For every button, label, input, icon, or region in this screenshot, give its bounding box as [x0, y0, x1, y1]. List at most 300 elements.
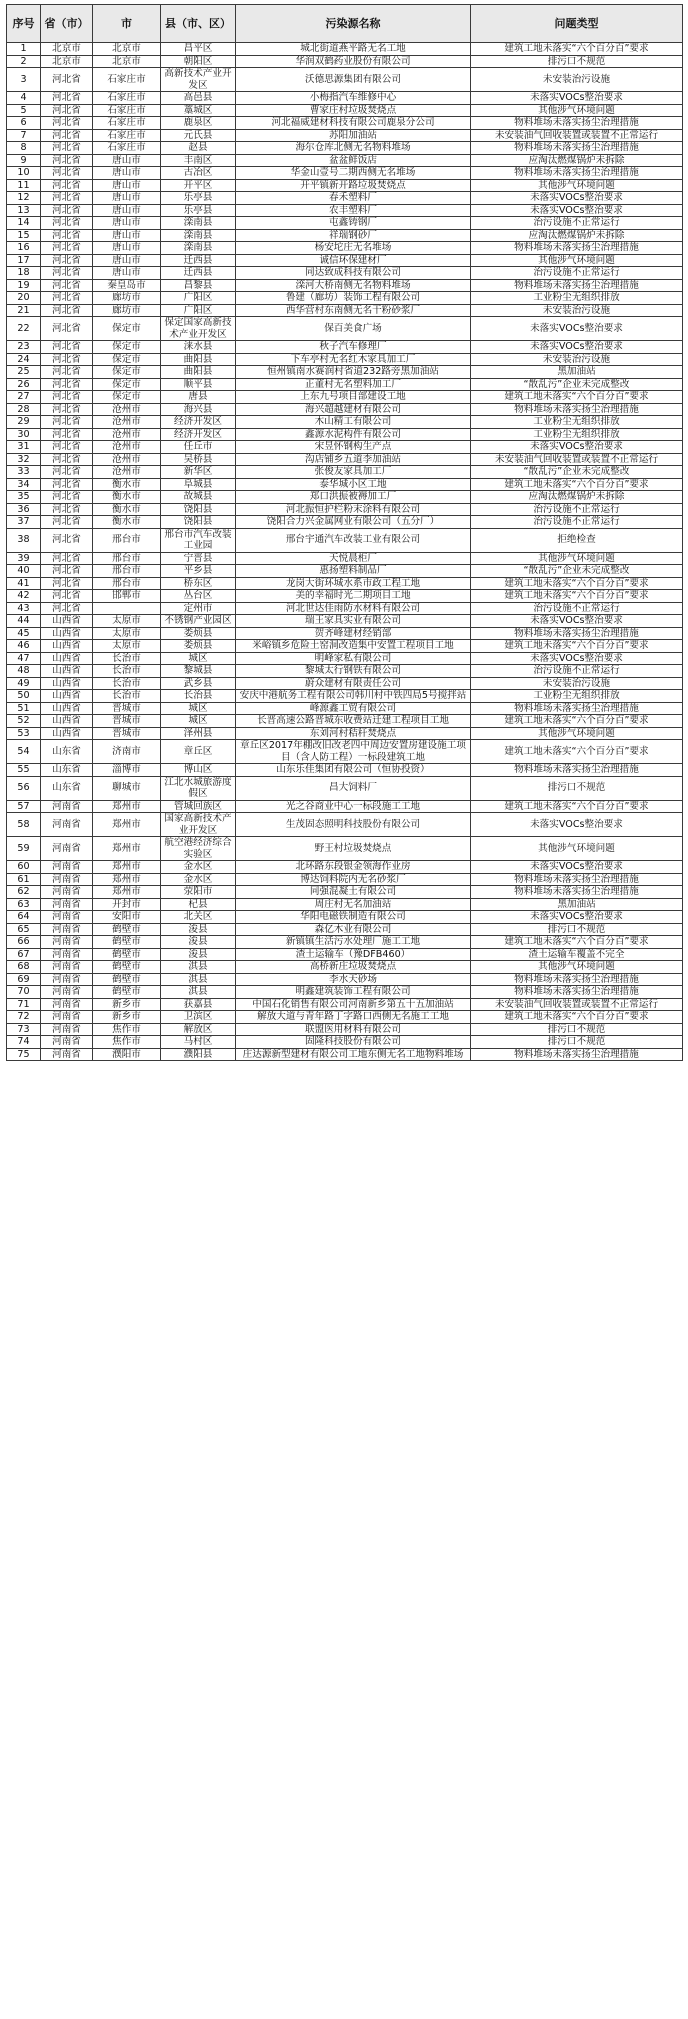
cell-source-name: 同强混凝土有限公司: [236, 886, 471, 899]
table-row: [7, 142, 683, 155]
table-row: [7, 242, 683, 255]
cell-county: 浚县: [161, 936, 236, 949]
table-row: [7, 973, 683, 986]
cell-city: 保定市: [93, 366, 161, 379]
cell-county: 涞水县: [161, 341, 236, 354]
cell-province: 河北省: [41, 204, 93, 217]
cell-province: 河北省: [41, 353, 93, 366]
cell-index: 14: [7, 217, 41, 230]
cell-province: 河北省: [41, 142, 93, 155]
cell-index: 16: [7, 242, 41, 255]
cell-city: 长治市: [93, 665, 161, 678]
table-row: [7, 727, 683, 740]
cell-index: 70: [7, 986, 41, 999]
table-row: [7, 948, 683, 961]
cell-county: 解放区: [161, 1023, 236, 1036]
cell-problem-type: 未落实VOCs整治要求: [471, 92, 683, 105]
table-row: [7, 391, 683, 404]
table-row: [7, 552, 683, 565]
table-row: [7, 800, 683, 813]
cell-county: 娄烦县: [161, 627, 236, 640]
cell-city: 鹤壁市: [93, 973, 161, 986]
cell-city: 唐山市: [93, 254, 161, 267]
cell-county: 新华区: [161, 466, 236, 479]
cell-problem-type: 未安装油气回收装置或装置不正常运行: [471, 998, 683, 1011]
cell-problem-type: 未落实VOCs整治要求: [471, 652, 683, 665]
table-row: [7, 491, 683, 504]
cell-index: 54: [7, 740, 41, 764]
cell-province: 河北省: [41, 292, 93, 305]
table-row: [7, 204, 683, 217]
cell-source-name: 祥瑞钢砂厂: [236, 229, 471, 242]
cell-county: 迁西县: [161, 254, 236, 267]
cell-county: 饶阳县: [161, 516, 236, 529]
table-row: [7, 192, 683, 205]
cell-problem-type: 建筑工地未落实“六个百分百”要求: [471, 1011, 683, 1024]
cell-province: 河北省: [41, 590, 93, 603]
cell-county: 广阳区: [161, 304, 236, 317]
cell-source-name: 光之谷商业中心一标段施工工地: [236, 800, 471, 813]
cell-index: 21: [7, 304, 41, 317]
cell-index: 50: [7, 690, 41, 703]
cell-county: 不锈钢产业园区: [161, 615, 236, 628]
cell-source-name: 杨安坨庄无名堆场: [236, 242, 471, 255]
cell-source-name: 木山精工有限公司: [236, 416, 471, 429]
cell-county: 故城县: [161, 491, 236, 504]
cell-index: 2: [7, 55, 41, 68]
cell-city: 沧州市: [93, 416, 161, 429]
table-row: [7, 254, 683, 267]
cell-problem-type: 未落实VOCs整治要求: [471, 441, 683, 454]
cell-index: 51: [7, 702, 41, 715]
cell-province: 河北省: [41, 577, 93, 590]
cell-problem-type: 排污口不规范: [471, 55, 683, 68]
cell-index: 19: [7, 279, 41, 292]
cell-province: 河北省: [41, 117, 93, 130]
table-row: [7, 55, 683, 68]
table-row: [7, 590, 683, 603]
cell-province: 河南省: [41, 1036, 93, 1049]
cell-county: 朝阳区: [161, 55, 236, 68]
cell-problem-type: “散乱污”企业未完成整改: [471, 565, 683, 578]
cell-county: 丛台区: [161, 590, 236, 603]
cell-province: 河北省: [41, 229, 93, 242]
table-row: [7, 43, 683, 56]
cell-county: 泽州县: [161, 727, 236, 740]
cell-county: 浚县: [161, 948, 236, 961]
cell-source-name: 昌大饲料厂: [236, 776, 471, 800]
cell-problem-type: 物料堆场未落实扬尘治理措施: [471, 702, 683, 715]
cell-city: 新乡市: [93, 998, 161, 1011]
table-row: [7, 602, 683, 615]
cell-problem-type: 工业粉尘无组织排放: [471, 690, 683, 703]
cell-city: 晋城市: [93, 715, 161, 728]
cell-problem-type: 物料堆场未落实扬尘治理措施: [471, 986, 683, 999]
cell-problem-type: 未落实VOCs整治要求: [471, 341, 683, 354]
cell-county: 高邑县: [161, 92, 236, 105]
cell-problem-type: 排污口不规范: [471, 1036, 683, 1049]
cell-city: 太原市: [93, 640, 161, 653]
cell-source-name: 饶阳合力兴金属网业有限公司（五分厂）: [236, 516, 471, 529]
cell-province: 山西省: [41, 690, 93, 703]
cell-source-name: 城北街道燕平路无名工地: [236, 43, 471, 56]
cell-source-name: 黎城太行钢铁有限公司: [236, 665, 471, 678]
table-row: [7, 179, 683, 192]
cell-city: 沧州市: [93, 428, 161, 441]
cell-index: 24: [7, 353, 41, 366]
cell-city: 鹤壁市: [93, 936, 161, 949]
cell-source-name: 联盟医用材料有限公司: [236, 1023, 471, 1036]
cell-problem-type: 物料堆场未落实扬尘治理措施: [471, 627, 683, 640]
cell-province: 河北省: [41, 217, 93, 230]
cell-county: 吴桥县: [161, 453, 236, 466]
table-row: [7, 776, 683, 800]
cell-province: 河北省: [41, 528, 93, 552]
cell-source-name: 庄达源新型建材有限公司工地东侧无名工地物料堆场: [236, 1048, 471, 1061]
cell-source-name: 龙岗大街环城水系市政工程工地: [236, 577, 471, 590]
col-header-province: 省（市）: [41, 5, 93, 43]
cell-index: 28: [7, 403, 41, 416]
cell-city: 保定市: [93, 378, 161, 391]
table-row: [7, 503, 683, 516]
cell-province: 山西省: [41, 677, 93, 690]
cell-index: 56: [7, 776, 41, 800]
cell-source-name: 博达饲料院内无名砂浆厂: [236, 873, 471, 886]
table-row: [7, 292, 683, 305]
table-row: [7, 217, 683, 230]
cell-province: 山西省: [41, 727, 93, 740]
table-row: [7, 565, 683, 578]
cell-index: 41: [7, 577, 41, 590]
table-row: [7, 652, 683, 665]
cell-problem-type: 工业粉尘无组织排放: [471, 416, 683, 429]
cell-index: 53: [7, 727, 41, 740]
cell-problem-type: 物料堆场未落实扬尘治理措施: [471, 873, 683, 886]
cell-index: 25: [7, 366, 41, 379]
cell-source-name: 河北世达佳雨防水材料有限公司: [236, 602, 471, 615]
cell-province: 河北省: [41, 279, 93, 292]
cell-source-name: 诚信环保建材厂: [236, 254, 471, 267]
cell-province: 河北省: [41, 68, 93, 92]
cell-province: 河南省: [41, 813, 93, 837]
cell-city: 长治市: [93, 690, 161, 703]
cell-index: 7: [7, 129, 41, 142]
cell-county: 武乡县: [161, 677, 236, 690]
table-row: [7, 478, 683, 491]
cell-index: 64: [7, 911, 41, 924]
cell-province: 河南省: [41, 886, 93, 899]
table-row: [7, 154, 683, 167]
cell-index: 11: [7, 179, 41, 192]
cell-problem-type: 未安装油气回收装置或装置不正常运行: [471, 129, 683, 142]
cell-source-name: 安庆中港航务工程有限公司韩川村中铁四局5号搅拌站: [236, 690, 471, 703]
col-header-county: 县（市、区）: [161, 5, 236, 43]
cell-problem-type: 物料堆场未落实扬尘治理措施: [471, 764, 683, 777]
cell-city: 廊坊市: [93, 292, 161, 305]
cell-county: 元氏县: [161, 129, 236, 142]
table-row: [7, 267, 683, 280]
cell-province: 河北省: [41, 254, 93, 267]
cell-province: 山西省: [41, 665, 93, 678]
cell-index: 55: [7, 764, 41, 777]
cell-index: 38: [7, 528, 41, 552]
cell-city: 长治市: [93, 677, 161, 690]
cell-problem-type: 治污设施不正常运行: [471, 665, 683, 678]
cell-source-name: 邢台宇通汽车改装工业有限公司: [236, 528, 471, 552]
cell-source-name: 贺齐峰建材经销部: [236, 627, 471, 640]
cell-county: 马村区: [161, 1036, 236, 1049]
cell-county: 昌黎县: [161, 279, 236, 292]
cell-problem-type: 治污设施不正常运行: [471, 602, 683, 615]
cell-problem-type: “散乱污”企业未完成整改: [471, 466, 683, 479]
cell-problem-type: 其他涉气环境问题: [471, 552, 683, 565]
table-row: [7, 441, 683, 454]
table-row: [7, 627, 683, 640]
cell-province: 山西省: [41, 627, 93, 640]
cell-county: 丰南区: [161, 154, 236, 167]
cell-source-name: 固隆科技股份有限公司: [236, 1036, 471, 1049]
cell-problem-type: 未落实VOCs整治要求: [471, 911, 683, 924]
table-row: [7, 577, 683, 590]
cell-county: 鹿泉区: [161, 117, 236, 130]
cell-problem-type: 拒绝检查: [471, 528, 683, 552]
cell-index: 15: [7, 229, 41, 242]
cell-province: 河北省: [41, 129, 93, 142]
cell-county: 滦南县: [161, 229, 236, 242]
cell-index: 59: [7, 837, 41, 861]
cell-problem-type: 未安装治污设施: [471, 353, 683, 366]
cell-problem-type: 未落实VOCs整治要求: [471, 861, 683, 874]
cell-province: 山西省: [41, 652, 93, 665]
table-row: [7, 1023, 683, 1036]
table-row: [7, 740, 683, 764]
cell-source-name: 章丘区2017年棚改旧改老四中周边安置房建设施工项目（含人防工程）一标段建筑工地: [236, 740, 471, 764]
cell-index: 8: [7, 142, 41, 155]
cell-city: 鹤壁市: [93, 986, 161, 999]
cell-problem-type: 未安装治污设施: [471, 677, 683, 690]
cell-source-name: 新镇镇生活污水处理厂施工工地: [236, 936, 471, 949]
cell-source-name: 蔚众建材有限责任公司: [236, 677, 471, 690]
cell-problem-type: 物料堆场未落实扬尘治理措施: [471, 403, 683, 416]
cell-province: 河北省: [41, 391, 93, 404]
cell-source-name: 滦河大桥南侧无名物料堆场: [236, 279, 471, 292]
cell-city: 石家庄市: [93, 142, 161, 155]
cell-problem-type: 其他涉气环境问题: [471, 179, 683, 192]
cell-index: 48: [7, 665, 41, 678]
cell-index: 46: [7, 640, 41, 653]
cell-county: 章丘区: [161, 740, 236, 764]
cell-city: 郑州市: [93, 873, 161, 886]
cell-city: 唐山市: [93, 179, 161, 192]
cell-city: 长治市: [93, 652, 161, 665]
cell-problem-type: 未落实VOCs整治要求: [471, 813, 683, 837]
cell-county: 顺平县: [161, 378, 236, 391]
cell-city: 石家庄市: [93, 117, 161, 130]
cell-city: 沧州市: [93, 466, 161, 479]
cell-index: 1: [7, 43, 41, 56]
table-row: [7, 117, 683, 130]
cell-problem-type: 其他涉气环境问题: [471, 104, 683, 117]
cell-index: 18: [7, 267, 41, 280]
table-row: [7, 837, 683, 861]
cell-province: 河北省: [41, 179, 93, 192]
cell-county: 曲阳县: [161, 353, 236, 366]
cell-source-name: 河北福威建材科技有限公司鹿泉分公司: [236, 117, 471, 130]
cell-city: 衡水市: [93, 491, 161, 504]
cell-county: 城区: [161, 702, 236, 715]
cell-county: 长治县: [161, 690, 236, 703]
cell-source-name: 正董村无名塑料加工厂: [236, 378, 471, 391]
cell-city: 沧州市: [93, 403, 161, 416]
cell-province: 河北省: [41, 491, 93, 504]
cell-problem-type: 建筑工地未落实“六个百分百”要求: [471, 43, 683, 56]
cell-province: 北京市: [41, 43, 93, 56]
cell-county: 金水区: [161, 873, 236, 886]
cell-source-name: 生茂固态照明科技股份有限公司: [236, 813, 471, 837]
cell-index: 40: [7, 565, 41, 578]
cell-county: 经济开发区: [161, 428, 236, 441]
cell-province: 河南省: [41, 948, 93, 961]
cell-city: 唐山市: [93, 267, 161, 280]
table-row: [7, 936, 683, 949]
cell-city: 石家庄市: [93, 68, 161, 92]
cell-city: 唐山市: [93, 229, 161, 242]
cell-city: 濮阳市: [93, 1048, 161, 1061]
cell-province: 河北省: [41, 441, 93, 454]
cell-city: 唐山市: [93, 154, 161, 167]
cell-province: 河北省: [41, 478, 93, 491]
cell-city: 沧州市: [93, 453, 161, 466]
cell-problem-type: 建筑工地未落实“六个百分百”要求: [471, 590, 683, 603]
cell-source-name: 曹家庄村垃圾焚烧点: [236, 104, 471, 117]
table-row: [7, 640, 683, 653]
cell-index: 13: [7, 204, 41, 217]
cell-problem-type: 工业粉尘无组织排放: [471, 428, 683, 441]
cell-index: 35: [7, 491, 41, 504]
cell-city: 鹤壁市: [93, 948, 161, 961]
cell-province: 河南省: [41, 998, 93, 1011]
cell-source-name: 小梅指汽车维修中心: [236, 92, 471, 105]
cell-source-name: 春禾塑料厂: [236, 192, 471, 205]
cell-source-name: 华润双鹤药业股份有限公司: [236, 55, 471, 68]
cell-source-name: 上东九号项目部建设工地: [236, 391, 471, 404]
cell-province: 河北省: [41, 192, 93, 205]
cell-province: 河南省: [41, 973, 93, 986]
col-header-source-name: 污染源名称: [236, 5, 471, 43]
table-row: [7, 341, 683, 354]
cell-problem-type: 物料堆场未落实扬尘治理措施: [471, 117, 683, 130]
cell-city: 石家庄市: [93, 129, 161, 142]
cell-problem-type: 物料堆场未落实扬尘治理措施: [471, 973, 683, 986]
cell-problem-type: 治污设施不正常运行: [471, 267, 683, 280]
cell-problem-type: 建筑工地未落实“六个百分百”要求: [471, 478, 683, 491]
cell-source-name: 秋子汽车修理厂: [236, 341, 471, 354]
cell-index: 39: [7, 552, 41, 565]
table-row: [7, 378, 683, 391]
cell-problem-type: 工业粉尘无组织排放: [471, 292, 683, 305]
cell-index: 63: [7, 898, 41, 911]
cell-source-name: 同达致成科技有限公司: [236, 267, 471, 280]
cell-province: 河北省: [41, 453, 93, 466]
cell-problem-type: 未安装治污设施: [471, 68, 683, 92]
cell-province: 河北省: [41, 565, 93, 578]
table-row: [7, 886, 683, 899]
cell-city: 晋城市: [93, 727, 161, 740]
cell-county: 保定国家高新技术产业开发区: [161, 317, 236, 341]
cell-province: 河北省: [41, 154, 93, 167]
cell-county: 淇县: [161, 973, 236, 986]
cell-index: 45: [7, 627, 41, 640]
cell-problem-type: 应淘汰燃煤锅炉未拆除: [471, 229, 683, 242]
cell-county: 邢台市汽车改装工业园: [161, 528, 236, 552]
cell-city: 太原市: [93, 627, 161, 640]
cell-province: 河北省: [41, 167, 93, 180]
cell-city: 石家庄市: [93, 104, 161, 117]
col-header-city: 市: [93, 5, 161, 43]
cell-problem-type: 物料堆场未落实扬尘治理措施: [471, 1048, 683, 1061]
cell-city: 衡水市: [93, 516, 161, 529]
cell-problem-type: 治污设施不正常运行: [471, 217, 683, 230]
cell-province: 山西省: [41, 702, 93, 715]
cell-county: 任丘市: [161, 441, 236, 454]
cell-source-name: 河北振恒护栏粉末涂料有限公司: [236, 503, 471, 516]
table-row: [7, 403, 683, 416]
cell-city: 郑州市: [93, 861, 161, 874]
cell-county: 濮阳县: [161, 1048, 236, 1061]
cell-problem-type: 渣土运输车覆盖不完全: [471, 948, 683, 961]
cell-city: 郑州市: [93, 800, 161, 813]
col-header-problem-type: 问题类型: [471, 5, 683, 43]
cell-province: 河北省: [41, 403, 93, 416]
cell-county: 黎城县: [161, 665, 236, 678]
cell-source-name: 北环路东段银金领海作业房: [236, 861, 471, 874]
cell-index: 73: [7, 1023, 41, 1036]
cell-problem-type: 黑加油站: [471, 898, 683, 911]
cell-index: 75: [7, 1048, 41, 1061]
cell-province: 河南省: [41, 1023, 93, 1036]
cell-source-name: 天悦晨柜厂: [236, 552, 471, 565]
cell-problem-type: 物料堆场未落实扬尘治理措施: [471, 142, 683, 155]
cell-province: 山东省: [41, 764, 93, 777]
cell-province: 河北省: [41, 466, 93, 479]
cell-county: 开平区: [161, 179, 236, 192]
table-row: [7, 317, 683, 341]
cell-problem-type: 建筑工地未落实“六个百分百”要求: [471, 936, 683, 949]
cell-problem-type: 治污设施不正常运行: [471, 503, 683, 516]
cell-index: 23: [7, 341, 41, 354]
cell-county: 淇县: [161, 961, 236, 974]
cell-index: 5: [7, 104, 41, 117]
cell-source-name: 峰源鑫工贸有限公司: [236, 702, 471, 715]
cell-problem-type: 建筑工地未落实“六个百分百”要求: [471, 800, 683, 813]
cell-index: 47: [7, 652, 41, 665]
cell-city: 济南市: [93, 740, 161, 764]
cell-problem-type: 未落实VOCs整治要求: [471, 204, 683, 217]
cell-province: 河北省: [41, 317, 93, 341]
cell-source-name: 长晋高速公路晋城东收费站迁建工程项目工地: [236, 715, 471, 728]
cell-index: 66: [7, 936, 41, 949]
cell-index: 57: [7, 800, 41, 813]
table-row: [7, 516, 683, 529]
table-row: [7, 229, 683, 242]
cell-source-name: 下车亭村无名红木家具加工厂: [236, 353, 471, 366]
table-row: [7, 677, 683, 690]
cell-problem-type: 其他涉气环境问题: [471, 727, 683, 740]
cell-problem-type: 应淘汰燃煤锅炉未拆除: [471, 491, 683, 504]
cell-province: 河北省: [41, 552, 93, 565]
cell-index: 17: [7, 254, 41, 267]
cell-index: 52: [7, 715, 41, 728]
